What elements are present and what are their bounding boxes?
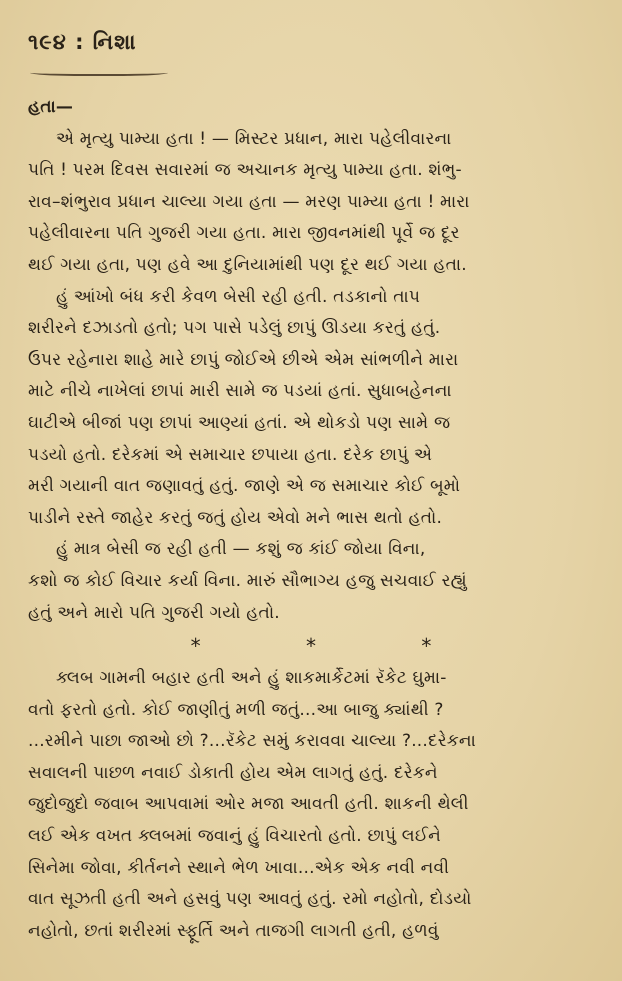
section-break-star: * xyxy=(190,634,201,659)
body-text xyxy=(28,92,594,947)
header-underline xyxy=(30,68,168,76)
text-line: ક્લબ ગામની બહાર હતી અને હું શાકમાર્કેટમાં રૅકેટ ઘુમા- xyxy=(56,668,447,689)
text-line: રાવ–શંભુરાવ પ્રધાન ચાલ્યા ગયા હતા — મરણ પામ્યા હતા ! મારા xyxy=(28,191,470,212)
text-line: લઈ એક વખત ક્લબમાં જવાનું હું વિચારતો હતો. છાપું લઈને xyxy=(28,826,442,847)
text-line: જુદોજુદો જવાબ આપવામાં ઓર મજા આવતી હતી. શાકની થેલી xyxy=(28,794,469,815)
text-line: માટે નીચે નાખેલાં છાપાં મારી સામે જ પડયાં હતાં. સુધાબહેનના xyxy=(28,381,452,402)
text-line: હતું અને મારો પતિ ગુજરી ગયો હતો. xyxy=(28,602,280,623)
text-line: સવાલની પાછળ નવાઈ ડોકાતી હોય એમ લાગતું હતું. દરેકને xyxy=(28,762,438,783)
text-line: પડયો હતો. દરેકમાં એ સમાચાર છપાયા હતા. દરેક છાપું એ xyxy=(28,444,433,465)
text-line: વતો ફરતો હતો. કોઈ જાણીતું મળી જતું...આ બાજુ ક્યાંથી ? xyxy=(28,699,444,720)
text-line: પતિ ! પરમ દિવસ સવારમાં જ અચાનક મૃત્યુ પામ્યા હતા. શંભુ- xyxy=(28,160,462,181)
text-line: ઉપર રહેનારા શાહે મારે છાપું જોઈએ છીએ એમ સાંભળીને મારા xyxy=(28,349,459,370)
text-line: પહેલીવારના પતિ ગુજરી ગયા હતા. મારા જીવનમાંથી પૂર્વે જ દૂર xyxy=(28,223,460,244)
text-line: વાત સૂઝતી હતી અને હસવું પણ આવતું હતું. રમો નહોતો, દોડયો xyxy=(28,889,472,910)
text-line: હું આંખો બંધ કરી કેવળ બેસી રહી હતી. તડકાનો તાપ xyxy=(56,286,421,307)
section-break-star: * xyxy=(421,634,432,659)
text-line: હતા— xyxy=(28,97,74,117)
text-line: નહોતો, છતાં શરીરમાં સ્ફૂર્તિ અને તાજગી લાગતી હતી, હળવું xyxy=(28,920,439,941)
running-header xyxy=(28,30,137,55)
text-line: ...રમીને પાછા જાઓ છો ?...રૅકેટ સમું કરાવવા ચાલ્યા ?...દરેકના xyxy=(28,731,476,752)
header-separator: : xyxy=(75,30,85,54)
text-line: પાડીને રસ્તે જાહેર કરતું જતું હોય એવો મને ભાસ થતો હતો. xyxy=(28,507,443,528)
text-line: શરીરને દઝાડતો હતો; પગ પાસે પડેલું છાપું ઊડયા કરતું હતું. xyxy=(28,318,441,339)
section-break xyxy=(28,629,594,663)
page-number: ૧૯૪ xyxy=(28,30,67,54)
text-line: હું માત્ર બેસી જ રહી હતી — કશું જ કાંઈ જોયા વિના, xyxy=(56,539,426,560)
section-break-star: * xyxy=(305,634,316,659)
text-line: ઘાટીએ બીજાં પણ છાપાં આણ્યાં હતાં. એ થોકડો પણ સામે જ xyxy=(28,412,451,433)
text-line: થઈ ગયા હતા, પણ હવે આ દુનિયામાંથી પણ દૂર થઈ ગયા હતા. xyxy=(28,254,467,275)
text-line: કશો જ કોઈ વિચાર કર્યા વિના. મારું સૌભાગ્ય હજુ સચવાઈ રહ્યું xyxy=(28,570,467,591)
text-line: સિનેમા જોવા, કીર્તનને સ્થાને ભેળ ખાવા...એક એક નવી નવી xyxy=(28,857,450,878)
text-line: એ મૃત્યુ પામ્યા હતા ! — મિસ્ટર પ્રધાન, મારા પહેલીવારના xyxy=(56,128,452,149)
chapter-title: નિશા xyxy=(92,30,137,54)
text-line: મરી ગયાની વાત જણાવતું હતું. જાણે એ જ સમાચાર કોઈ બૂમો xyxy=(28,476,461,497)
